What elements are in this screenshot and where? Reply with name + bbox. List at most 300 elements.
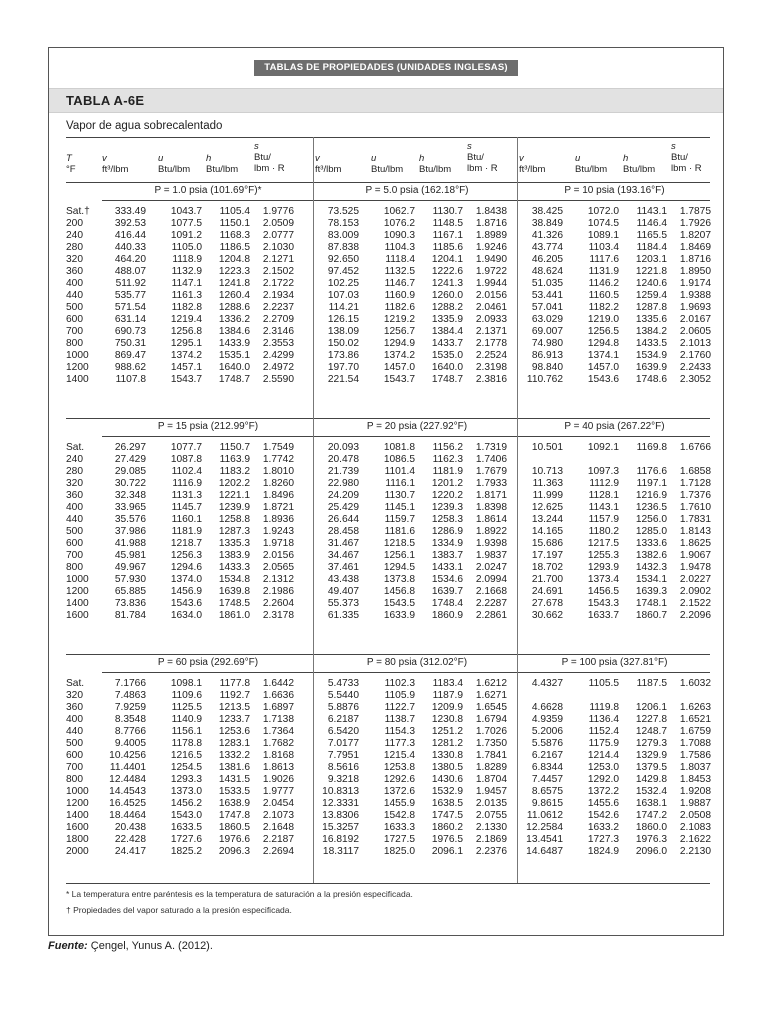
footnote-2: † Propiedades del vapor saturado a la presión especificada. [66,905,292,915]
v-cell: 138.09 [327,326,359,337]
s-cell: 2.3178 [262,610,294,621]
s-cell: 1.9398 [475,538,507,549]
h-cell: 1748.5 [218,598,250,609]
temperature-cell: 200 [66,218,83,229]
temperature-cell: 360 [66,490,83,501]
s-cell: 2.0156 [262,550,294,561]
table-row [102,290,314,302]
u-cell: 1081.8 [383,442,415,453]
s-cell: 2.0454 [262,798,294,809]
temperature-cell: 240 [66,230,83,241]
s-cell: 1.8438 [475,206,507,217]
table-row [102,374,314,386]
table-row [519,502,710,514]
s-cell: 1.9887 [679,798,711,809]
u-cell: 1457.1 [170,362,202,373]
v-cell: 869.47 [114,350,146,361]
h-cell: 1747.5 [431,810,463,821]
table-row [519,550,710,562]
h-cell: 1201.2 [431,478,463,489]
temperature-cell: 600 [66,314,83,325]
pressure-header-rule [102,672,710,673]
pressure-block [102,442,314,622]
u-cell: 1824.9 [587,846,619,857]
u-cell: 1727.5 [383,834,415,845]
s-cell: 1.7933 [475,478,507,489]
table-row [519,526,710,538]
table-row [102,786,314,798]
table-row [519,714,710,726]
temperature-cell: 360 [66,266,83,277]
s-cell: 1.9693 [679,302,711,313]
table-row [315,678,519,690]
s-cell: 2.0933 [475,314,507,325]
col-T-unit: °F [66,164,76,175]
u-cell: 1077.7 [170,442,202,453]
u-cell: 1633.7 [587,610,619,621]
table-row [519,822,710,834]
v-cell: 9.4005 [114,738,146,749]
s-cell: 1.9776 [262,206,294,217]
s-cell: 2.2130 [679,846,711,857]
table-row [315,798,519,810]
table-row [519,774,710,786]
u-cell: 1727.6 [170,834,202,845]
table-row [315,206,519,218]
table-row [315,490,519,502]
u-cell: 1455.9 [383,798,415,809]
s-cell: 1.7128 [679,478,711,489]
table-row [519,514,710,526]
s-cell: 1.7586 [679,750,711,761]
v-cell: 29.085 [114,466,146,477]
s-cell: 2.1330 [475,822,507,833]
table-row [102,846,314,858]
v-cell: 34.467 [327,550,359,561]
v-cell: 33.965 [114,502,146,513]
u-cell: 1294.5 [383,562,415,573]
v-cell: 631.14 [114,314,146,325]
table-row [315,762,519,774]
u-cell: 1256.1 [383,550,415,561]
temperature-cell: 700 [66,550,83,561]
v-cell: 13.4541 [526,834,563,845]
h-cell: 1534.8 [218,574,250,585]
h-cell: 1433.1 [431,562,463,573]
u-cell: 1456.2 [170,798,202,809]
u-cell: 1128.1 [588,490,619,501]
h-cell: 1130.7 [432,206,463,217]
pressure-block [102,678,314,858]
table-row [519,278,710,290]
s-cell: 2.3198 [475,362,507,373]
u-cell: 1076.2 [383,218,415,229]
temperature-cell: 280 [66,242,83,253]
u-cell: 1216.5 [170,750,202,761]
h-cell: 1336.2 [218,314,250,325]
table-row [519,598,710,610]
table-page [48,47,724,936]
v-cell: 13.8306 [322,810,359,821]
s-cell: 2.2604 [262,598,294,609]
h-cell: 1169.8 [636,442,667,453]
col-u-unit: Btu/lbm [371,164,404,175]
v-cell: 21.700 [531,574,563,585]
v-cell: 69.007 [531,326,563,337]
s-cell: 1.7682 [262,738,294,749]
v-cell: 571.54 [114,302,146,313]
u-cell: 1219.2 [383,314,415,325]
table-id: TABLA A-6E [66,93,145,108]
table-row [102,834,314,846]
h-cell: 1258.3 [431,514,463,525]
table-row [315,502,519,514]
h-cell: 1429.8 [635,774,667,785]
pressure-block [519,206,710,386]
col-s-s_unit2: lbm · R [671,163,702,174]
s-cell: 2.0902 [679,586,711,597]
v-cell: 43.438 [327,574,359,585]
h-cell: 1640.0 [431,362,463,373]
h-cell: 1332.2 [218,750,250,761]
table-row [519,230,710,242]
h-cell: 1335.9 [431,314,463,325]
table-row [102,798,314,810]
h-cell: 1383.9 [218,550,250,561]
s-cell: 2.1760 [679,350,711,361]
s-cell: 1.8625 [679,538,711,549]
header-bottom-rule [66,182,710,183]
h-cell: 1206.1 [635,702,667,713]
s-cell: 2.3816 [475,374,507,385]
h-cell: 1187.9 [432,690,463,701]
col-v-symbol: v [102,153,107,164]
table-row [519,362,710,374]
s-cell: 2.1271 [262,254,294,265]
s-cell: 2.0777 [262,230,294,241]
s-cell: 1.7319 [475,442,507,453]
table-row [102,338,314,350]
table-row [102,230,314,242]
u-cell: 1130.7 [384,490,415,501]
table-row [315,278,519,290]
table-row [315,690,519,702]
h-cell: 1329.9 [635,750,667,761]
v-cell: 26.644 [327,514,359,525]
temperature-column [66,678,102,858]
u-cell: 1293.9 [587,562,619,573]
v-cell: 22.428 [114,834,146,845]
u-cell: 1131.3 [171,490,202,501]
u-cell: 1543.7 [383,374,415,385]
v-cell: 87.838 [327,242,359,253]
col-u-unit: Btu/lbm [158,164,191,175]
s-cell: 2.0461 [475,302,507,313]
h-cell: 1532.9 [431,786,463,797]
table-row [102,762,314,774]
u-cell: 1118.4 [385,254,415,265]
u-cell: 1132.5 [384,266,415,277]
col-v-unit: ft³/lbm [315,164,342,175]
u-cell: 1143.1 [588,502,619,513]
u-cell: 1219.4 [170,314,202,325]
table-row [102,466,314,478]
s-cell: 1.8614 [475,514,507,525]
v-cell: 6.5420 [327,726,359,737]
table-row [315,550,519,562]
v-cell: 86.913 [531,350,563,361]
col-h-unit: Btu/lbm [623,164,656,175]
col-s-s_unit1: Btu/ [671,152,688,163]
h-cell: 1431.5 [218,774,250,785]
h-cell: 1168.3 [219,230,250,241]
h-cell: 1976.3 [635,834,667,845]
table-row [102,574,314,586]
col-u-symbol: u [158,153,164,164]
v-cell: 9.3218 [327,774,359,785]
pressure-header: P = 80 psia (312.02°F) [366,657,468,668]
table-row [102,550,314,562]
u-cell: 1087.8 [170,454,202,465]
table-row [315,514,519,526]
h-cell: 1241.8 [218,278,250,289]
table-row [315,702,519,714]
s-cell: 1.6212 [475,678,507,689]
v-cell: 7.0177 [327,738,359,749]
v-cell: 5.5440 [327,690,359,701]
table-row [519,726,710,738]
v-cell: 18.702 [531,562,563,573]
table-row [102,502,314,514]
u-cell: 1543.5 [383,598,415,609]
table-row [315,350,519,362]
table-row [519,702,710,714]
col-header-u-g1 [158,153,190,175]
table-row [519,266,710,278]
s-cell: 2.1869 [475,834,507,845]
s-cell: 1.7679 [475,466,507,477]
col-s-s: s [467,141,472,152]
source-line [48,940,213,952]
pressure-block [315,206,519,386]
u-cell: 1177.3 [384,738,415,749]
h-cell: 1259.4 [635,290,667,301]
h-cell: 1148.5 [432,218,463,229]
u-cell: 1136.4 [588,714,619,725]
temperature-cell: 700 [66,326,83,337]
s-cell: 1.7138 [262,714,294,725]
s-cell: 1.6032 [679,678,711,689]
table-row [519,350,710,362]
h-cell: 1335.3 [218,538,250,549]
s-cell: 1.8289 [475,762,507,773]
v-cell: 6.8344 [531,762,563,773]
v-cell: 57.041 [531,302,563,313]
temperature-cell: 1600 [66,822,89,833]
temperature-cell: Sat. [66,442,85,453]
s-cell: 1.8704 [475,774,507,785]
v-cell: 9.8615 [531,798,563,809]
h-cell: 1204.1 [431,254,463,265]
h-cell: 1333.6 [635,538,667,549]
table-row [519,466,710,478]
table-row [315,266,519,278]
h-cell: 1430.6 [431,774,463,785]
u-cell: 1097.3 [587,466,619,477]
v-cell: 440.33 [114,242,146,253]
h-cell: 1150.7 [219,442,250,453]
h-cell: 1535.1 [218,350,250,361]
table-row [519,478,710,490]
temperature-cell: 800 [66,774,83,785]
u-cell: 1374.2 [383,350,415,361]
h-cell: 1748.6 [635,374,667,385]
u-cell: 1132.9 [171,266,202,277]
h-cell: 1534.1 [635,574,667,585]
s-cell: 2.1371 [475,326,507,337]
u-cell: 1543.7 [170,374,202,385]
s-cell: 2.1778 [475,338,507,349]
temperature-cell: 280 [66,466,83,477]
col-v-symbol: v [315,153,320,164]
v-cell: 37.461 [327,562,359,573]
col-h-unit: Btu/lbm [419,164,452,175]
v-cell: 110.762 [526,374,563,385]
h-cell: 1638.9 [218,798,250,809]
u-cell: 1181.9 [171,526,202,537]
s-cell: 2.2287 [475,598,507,609]
v-cell: 27.429 [114,454,146,465]
s-cell: 1.7742 [262,454,294,465]
table-row [519,762,710,774]
col-header-h-g2 [419,153,451,175]
s-cell: 2.0227 [679,574,711,585]
s-cell: 1.6271 [475,690,507,701]
v-cell: 20.478 [327,454,359,465]
pressure-header-rule [102,436,710,437]
h-cell: 1860.7 [635,610,667,621]
u-cell: 1089.1 [587,230,619,241]
u-cell: 1374.0 [170,574,202,585]
v-cell: 15.686 [531,538,563,549]
v-cell: 5.5876 [531,738,563,749]
col-header-u-g2 [371,153,403,175]
u-cell: 1217.5 [587,538,619,549]
col-header-v-g2 [315,153,341,175]
u-cell: 1254.5 [170,762,202,773]
banner-wrap [49,57,723,73]
v-cell: 14.4543 [109,786,146,797]
s-cell: 1.8453 [679,774,711,785]
s-cell: 1.6897 [262,702,294,713]
u-cell: 1116.1 [385,478,415,489]
table-row [102,218,314,230]
u-cell: 1102.4 [171,466,202,477]
u-cell: 1456.9 [170,586,202,597]
table-row [315,326,519,338]
u-cell: 1160.1 [171,514,202,525]
col-s-s_unit1: Btu/ [467,152,484,163]
h-cell: 1187.5 [636,678,667,689]
h-cell: 1747.2 [635,810,667,821]
s-cell: 2.3553 [262,338,294,349]
u-cell: 1182.8 [171,302,202,313]
s-cell: 1.6263 [679,702,711,713]
v-cell: 8.7766 [114,726,146,737]
s-cell: 1.6636 [262,690,294,701]
col-v-unit: ft³/lbm [519,164,546,175]
table-row [102,750,314,762]
u-cell: 1090.3 [383,230,415,241]
s-cell: 1.7350 [475,738,507,749]
s-cell: 1.9718 [262,538,294,549]
h-cell: 1239.3 [431,502,463,513]
v-cell: 49.967 [114,562,146,573]
v-cell: 7.1766 [114,678,146,689]
v-cell: 221.54 [327,374,359,385]
temperature-cell: Sat.† [66,206,90,217]
h-cell: 1204.8 [218,254,250,265]
h-cell: 1253.6 [218,726,250,737]
u-cell: 1161.3 [171,290,202,301]
table-row [102,714,314,726]
v-cell: 750.31 [114,338,146,349]
v-cell: 8.5616 [327,762,359,773]
table-row [102,278,314,290]
v-cell: 6.2187 [327,714,359,725]
h-cell: 1976.5 [431,834,463,845]
h-cell: 1209.9 [431,702,463,713]
table-row [315,338,519,350]
pressure-block [519,678,710,858]
s-cell: 1.8496 [262,490,294,501]
col-header-h-g3 [623,153,655,175]
temperature-cell: 1200 [66,586,89,597]
table-row [519,326,710,338]
u-cell: 1160.5 [588,290,619,301]
v-cell: 43.774 [531,242,563,253]
h-cell: 1330.8 [431,750,463,761]
h-cell: 1227.8 [635,714,667,725]
table-row [102,478,314,490]
table-row [519,786,710,798]
v-cell: 32.348 [114,490,146,501]
s-cell: 2.3052 [679,374,711,385]
u-cell: 1103.4 [588,242,619,253]
temperature-cell: 800 [66,338,83,349]
h-cell: 1433.7 [431,338,463,349]
v-cell: 150.02 [327,338,359,349]
v-cell: 22.980 [327,478,359,489]
s-cell: 1.8171 [475,490,507,501]
h-cell: 1163.9 [219,454,250,465]
table-row [315,750,519,762]
u-cell: 1118.9 [172,254,202,265]
table-row [519,834,710,846]
table-row [102,738,314,750]
h-cell: 2096.1 [431,846,463,857]
h-cell: 1240.6 [635,278,667,289]
u-cell: 1218.5 [383,538,415,549]
table-row [102,526,314,538]
h-cell: 1185.6 [432,242,463,253]
v-cell: 48.624 [531,266,563,277]
v-cell: 28.458 [327,526,359,537]
h-cell: 1532.4 [635,786,667,797]
temperature-cell: 1200 [66,362,89,373]
temperature-cell: 400 [66,714,83,725]
h-cell: 1181.9 [432,466,463,477]
